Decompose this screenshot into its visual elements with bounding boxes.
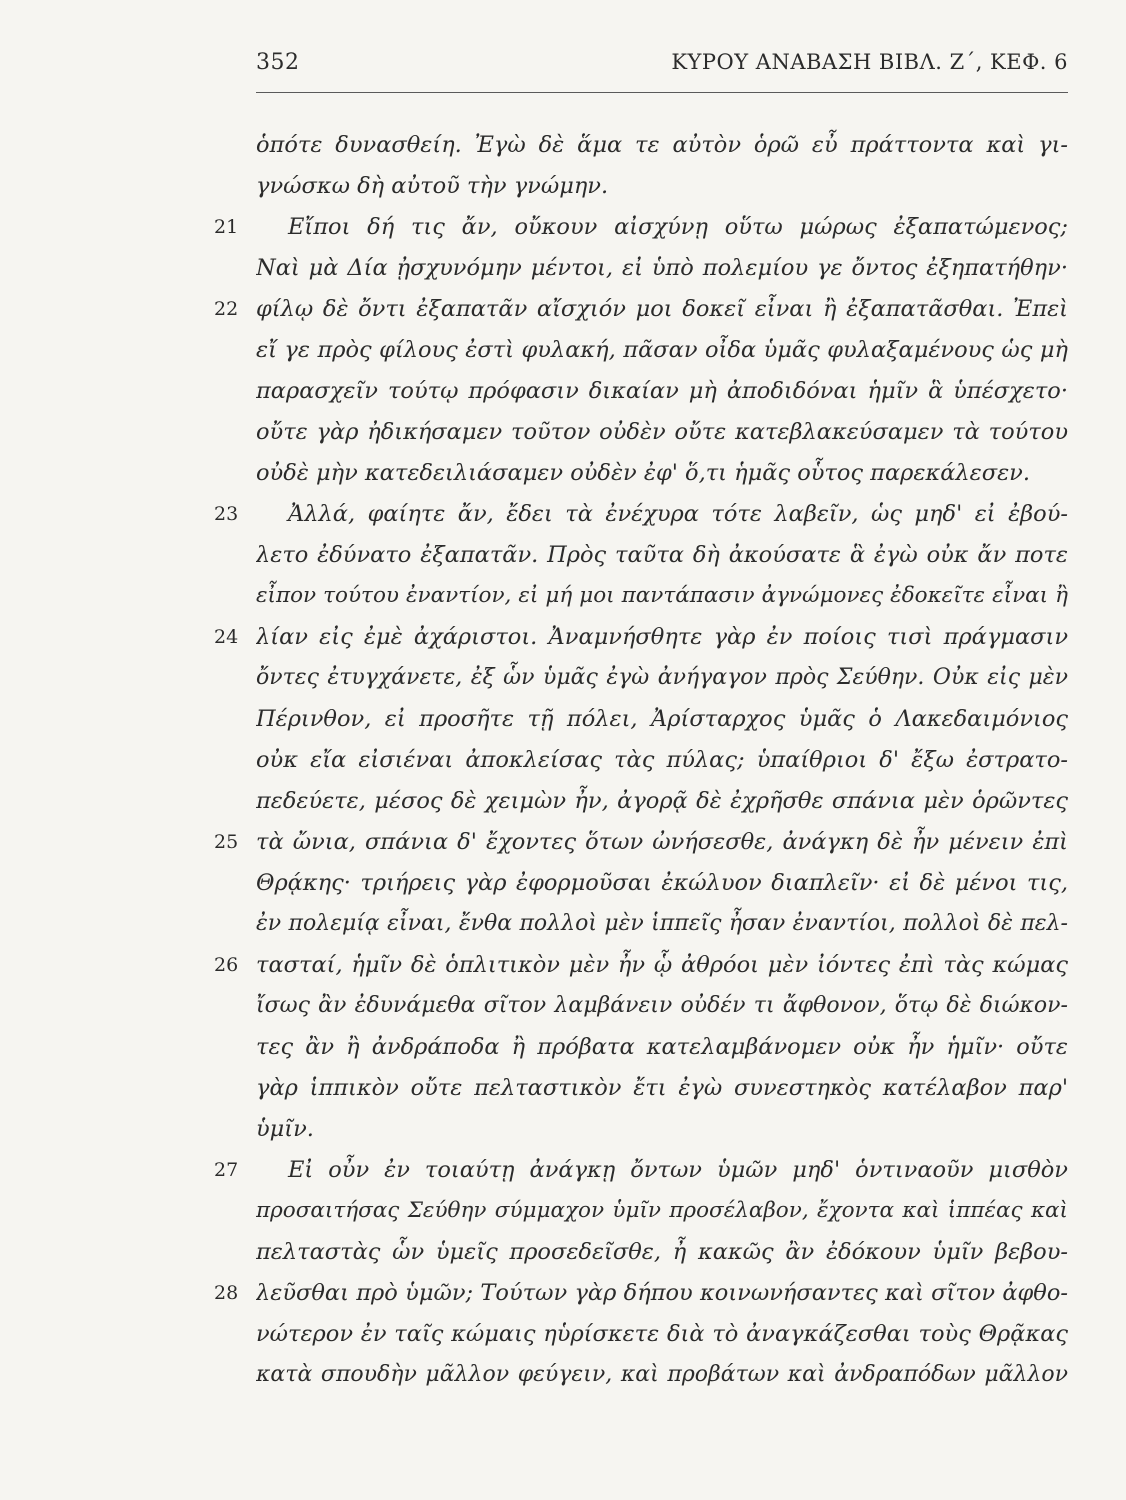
text-line: λεῦσθαι πρὸ ὑμῶν; Τούτων γὰρ δήπου κοινωνήσαντες καὶ σῖτον ἀφθο- [256, 1280, 1068, 1306]
text-line: οὐκ εἴα εἰσιέναι ἀποκλείσας τὰς πύλας; ὑπαίθριοι δ' ἔξω ἐστρατο- [256, 747, 1068, 773]
section-number: 21 [214, 216, 239, 238]
text-line: παρασχεῖν τούτῳ πρόφασιν δικαίαν μὴ ἀποδιδόναι ἡμῖν ἃ ὑπέσχετο· [256, 378, 1068, 404]
text-line: τὰ ὤνια, σπάνια δ' ἔχοντες ὅτων ὠνήσεσθε, ἀνάγκη δὲ ἦν μένειν ἐπὶ [256, 829, 1068, 855]
text-line: ἐν πολεμίᾳ εἶναι, ἔνθα πολλοὶ μὲν ἱππεῖς ἦσαν ἐναντίοι, πολλοὶ δὲ πελ- [256, 911, 1068, 936]
text-line: γὰρ ἱππικὸν οὔτε πελταστικὸν ἔτι ἐγὼ συνεστηκὸς κατέλαβον παρ' [256, 1075, 1068, 1101]
text-line: κατὰ σπουδὴν μᾶλλον φεύγειν, καὶ προβάτων καὶ ἀνδραπόδων μᾶλλον [256, 1362, 1068, 1387]
text-line: ὁπότε δυνασθείη. Ἐγὼ δὲ ἅμα τε αὐτὸν ὁρῶ εὖ πράττοντα καὶ γι- [256, 132, 1068, 158]
text-line: πεδεύετε, μέσος δὲ χειμὼν ἦν, ἀγορᾷ δὲ ἐχρῆσθε σπάνια μὲν ὁρῶντες [256, 788, 1068, 814]
text-line: γνώσκω δὴ αὐτοῦ τὴν γνώμην. [256, 173, 609, 199]
section-number: 23 [214, 503, 239, 525]
text-line: ὑμῖν. [256, 1116, 314, 1142]
text-line: Πέρινθον, εἰ προσῆτε τῇ πόλει, Ἀρίσταρχος ὑμᾶς ὁ Λακεδαιμόνιος [256, 706, 1068, 732]
text-line: εἶπον τούτου ἐναντίον, εἰ μή μοι παντάπασιν ἀγνώμονες ἐδοκεῖτε εἶναι ἢ [256, 583, 1068, 608]
text-line: λίαν εἰς ἐμὲ ἀχάριστοι. Ἀναμνήσθητε γὰρ ἐν ποίοις τισὶ πράγμασιν [256, 624, 1068, 650]
text-line: ἴσως ἂν ἐδυνάμεθα σῖτον λαμβάνειν οὐδέν τι ἄφθονον, ὅτῳ δὲ διώκον- [256, 993, 1068, 1018]
section-number: 26 [214, 954, 239, 976]
text-line: Θρᾴκης· τριήρεις γὰρ ἐφορμοῦσαι ἐκώλυον διαπλεῖν· εἰ δὲ μένοι τις, [256, 870, 1068, 896]
running-title: ΚΥΡΟΥ ΑΝΑΒΑΣΗ ΒΙΒΛ. Ζ΄, ΚΕΦ. 6 [671, 50, 1068, 74]
text-line: φίλῳ δὲ ὄντι ἐξαπατᾶν αἴσχιόν μοι δοκεῖ εἶναι ἢ ἐξαπατᾶσθαι. Ἐπεὶ [256, 296, 1068, 322]
text-line: τασταί, ἡμῖν δὲ ὁπλιτικὸν μὲν ἦν ᾧ ἀθρόοι μὲν ἰόντες ἐπὶ τὰς κώμας [256, 952, 1068, 978]
text-line: εἴ γε πρὸς φίλους ἐστὶ φυλακή, πᾶσαν οἶδα ὑμᾶς φυλαξαμένους ὡς μὴ [256, 337, 1068, 363]
text-line: οὐδὲ μὴν κατεδειλιάσαμεν οὐδὲν ἐφ' ὅ,τι ἡμᾶς οὗτος παρεκάλεσεν. [256, 460, 1031, 486]
header-rule [256, 92, 1068, 93]
text-line: Ἀλλά, φαίητε ἄν, ἔδει τὰ ἐνέχυρα τότε λαβεῖν, ὡς μηδ' εἰ ἐβού- [288, 501, 1068, 527]
text-line: Εἰ οὖν ἐν τοιαύτῃ ἀνάγκῃ ὄντων ὑμῶν μηδ' ὁντιναοῦν μισθὸν [288, 1157, 1068, 1183]
text-line: προσαιτήσας Σεύθην σύμμαχον ὑμῖν προσέλαβον, ἔχοντα καὶ ἱππέας καὶ [256, 1198, 1068, 1223]
section-number: 28 [214, 1282, 239, 1304]
text-line: νώτερον ἐν ταῖς κώμαις ηὑρίσκετε διὰ τὸ ἀναγκάζεσθαι τοὺς Θρᾷκας [256, 1321, 1068, 1347]
text-line: Εἴποι δή τις ἄν, οὔκουν αἰσχύνῃ οὕτω μώρως ἐξαπατώμενος; [288, 214, 1068, 240]
page-number: 352 [256, 50, 300, 75]
text-line: λετο ἐδύνατο ἐξαπατᾶν. Πρὸς ταῦτα δὴ ἀκούσατε ἃ ἐγὼ οὐκ ἄν ποτε [256, 542, 1068, 568]
text-line: πελταστὰς ὧν ὑμεῖς προσεδεῖσθε, ἦ κακῶς ἂν ἐδόκουν ὑμῖν βεβου- [256, 1239, 1068, 1265]
section-number: 22 [214, 298, 239, 320]
text-line: ὄντες ἐτυγχάνετε, ἐξ ὧν ὑμᾶς ἐγὼ ἀνήγαγον πρὸς Σεύθην. Οὐκ εἰς μὲν [256, 665, 1068, 690]
section-number: 25 [214, 831, 239, 853]
text-line: οὔτε γὰρ ἠδικήσαμεν τοῦτον οὐδὲν οὔτε κατεβλακεύσαμεν τὰ τούτου [256, 419, 1068, 445]
section-number: 27 [214, 1159, 239, 1181]
text-line: τες ἂν ἢ ἀνδράποδα ἢ πρόβατα κατελαμβάνομεν οὐκ ἦν ἡμῖν· οὔτε [256, 1034, 1068, 1060]
text-line: Ναὶ μὰ Δία ᾐσχυνόμην μέντοι, εἰ ὑπὸ πολεμίου γε ὄντος ἐξηπατήθην· [256, 255, 1068, 281]
page-header [256, 50, 1068, 90]
section-number: 24 [214, 626, 239, 648]
